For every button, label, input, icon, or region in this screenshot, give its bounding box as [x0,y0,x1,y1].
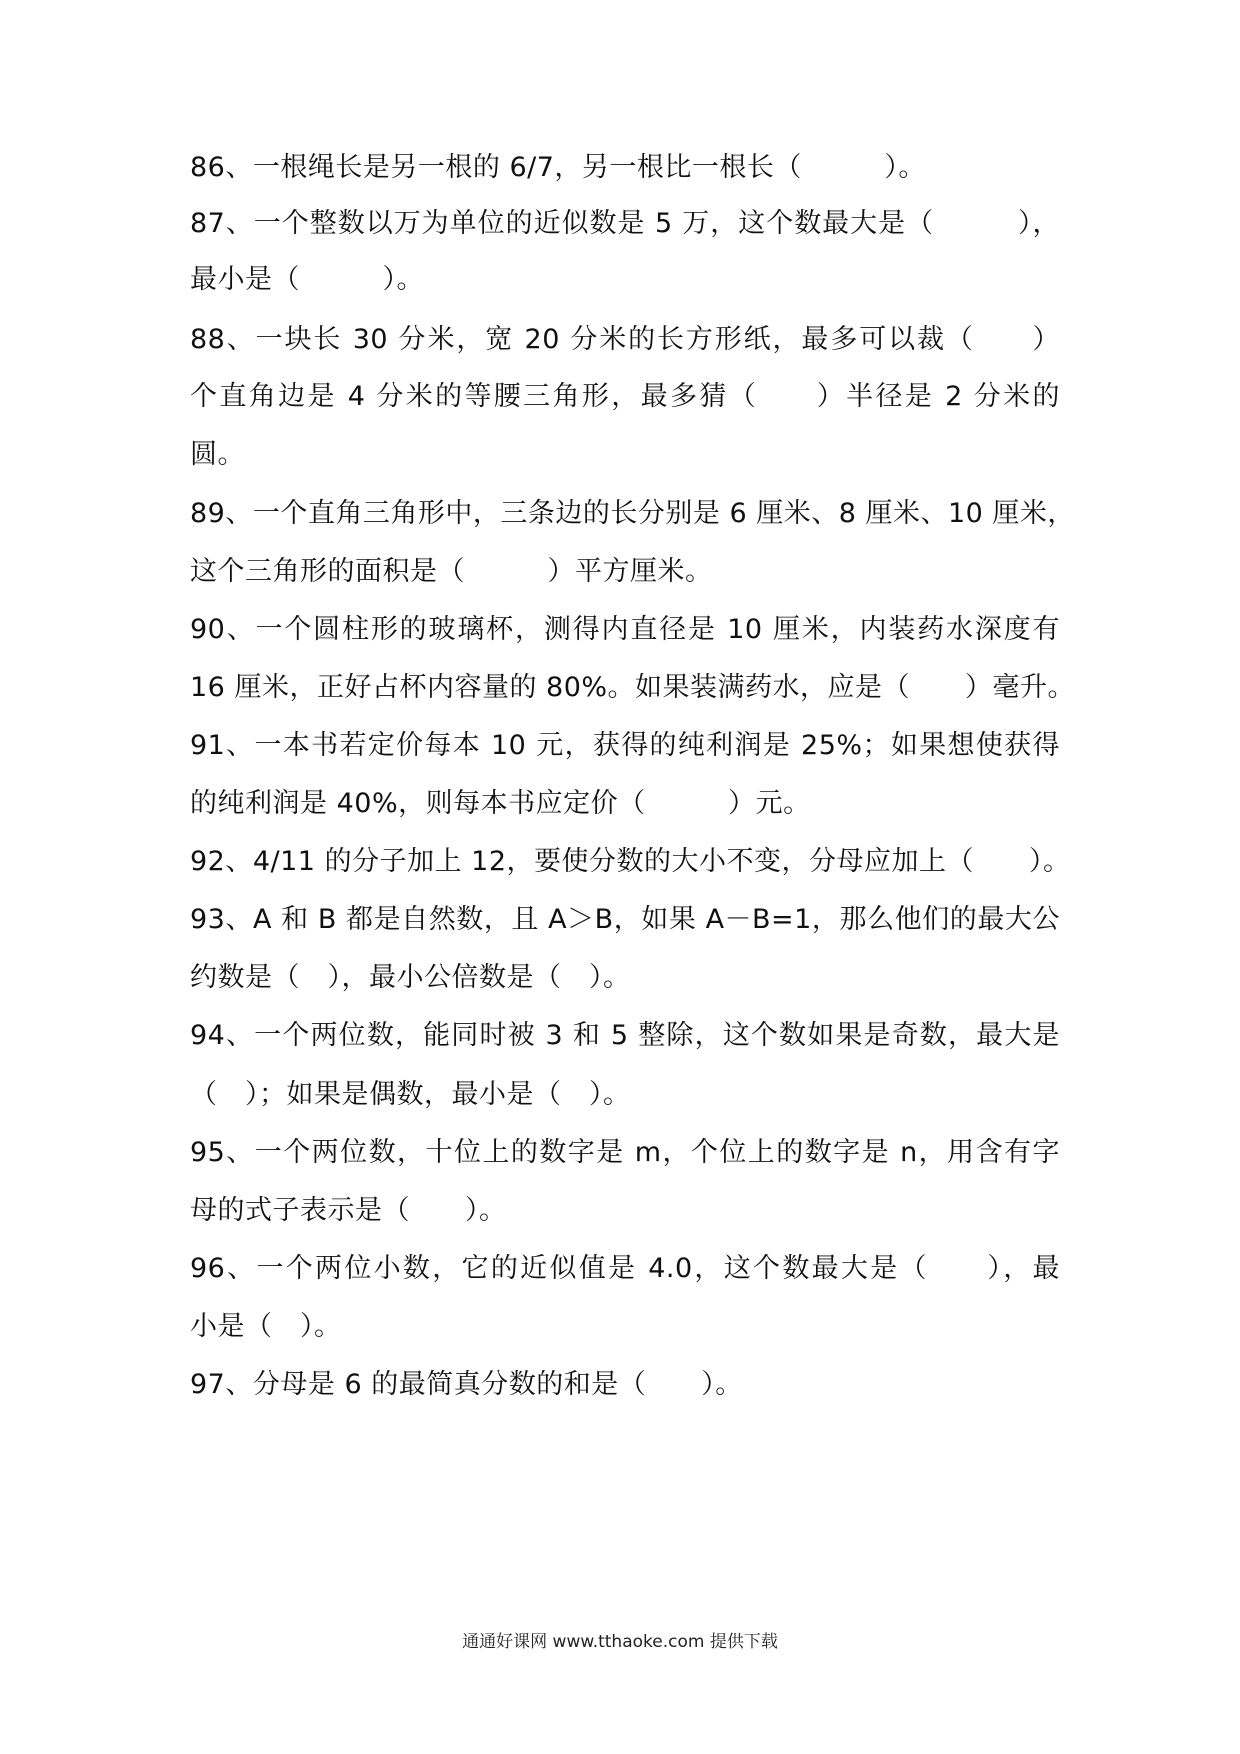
question-90-line-1: 90、一个圆柱形的玻璃杯，测得内直径是 10 厘米，内装药水深度有 [190,614,1060,645]
question-91-line-1: 91、一本书若定价每本 10 元，获得的纯利润是 25%；如果想使获得 [190,730,1060,761]
question-88-line-1: 88、一块长 30 分米，宽 20 分米的长方形纸，最多可以裁（ ） [190,324,1060,355]
question-94-line-2: （ ）；如果是偶数，最小是（ ）。 [190,1079,631,1110]
question-93-line-2: 约数是（ ），最小公倍数是（ ）。 [190,962,631,993]
question-88-line-3: 圆。 [190,439,245,470]
question-90-line-2: 16 厘米，正好占杯内容量的 80%。如果装满药水，应是（ ）毫升。 [190,672,1076,703]
question-91-line-2: 的纯利润是 40%，则每本书应定价（ ）元。 [190,788,811,819]
question-95-line-1: 95、一个两位数，十位上的数字是 m，个位上的数字是 n，用含有字 [190,1137,1060,1168]
question-97-line-1: 97、分母是 6 的最简真分数的和是（ ）。 [190,1369,743,1400]
question-87-line-2: 最小是（ ）。 [190,264,424,295]
question-93-line-1: 93、A 和 B 都是自然数，且 A＞B，如果 A－B=1，那么他们的最大公 [190,904,1060,935]
question-96-line-2: 小是（ ）。 [190,1311,342,1342]
question-92-line-1: 92、4/11 的分子加上 12，要使分数的大小不变，分母应加上（ ）。 [190,846,1071,877]
question-89-line-2: 这个三角形的面积是（ ）平方厘米。 [190,556,713,587]
question-88-line-2: 个直角边是 4 分米的等腰三角形，最多猜（ ）半径是 2 分米的 [190,381,1060,412]
question-96-line-1: 96、一个两位小数，它的近似值是 4.0，这个数最大是（ ），最 [190,1253,1060,1284]
question-95-line-2: 母的式子表示是（ ）。 [190,1195,507,1226]
question-86-line-1: 86、一根绳长是另一根的 6/7，另一根比一根长（ ）。 [190,152,926,183]
question-89-line-1: 89、一个直角三角形中，三条边的长分别是 6 厘米、8 厘米、10 厘米， [190,498,1075,529]
footer-download-note: 通通好课网 www.tthaoke.com 提供下载 [462,1632,778,1652]
question-87-line-1: 87、一个整数以万为单位的近似数是 5 万，这个数最大是（ ）， [190,208,1060,239]
question-94-line-1: 94、一个两位数，能同时被 3 和 5 整除，这个数如果是奇数，最大是 [190,1020,1060,1051]
